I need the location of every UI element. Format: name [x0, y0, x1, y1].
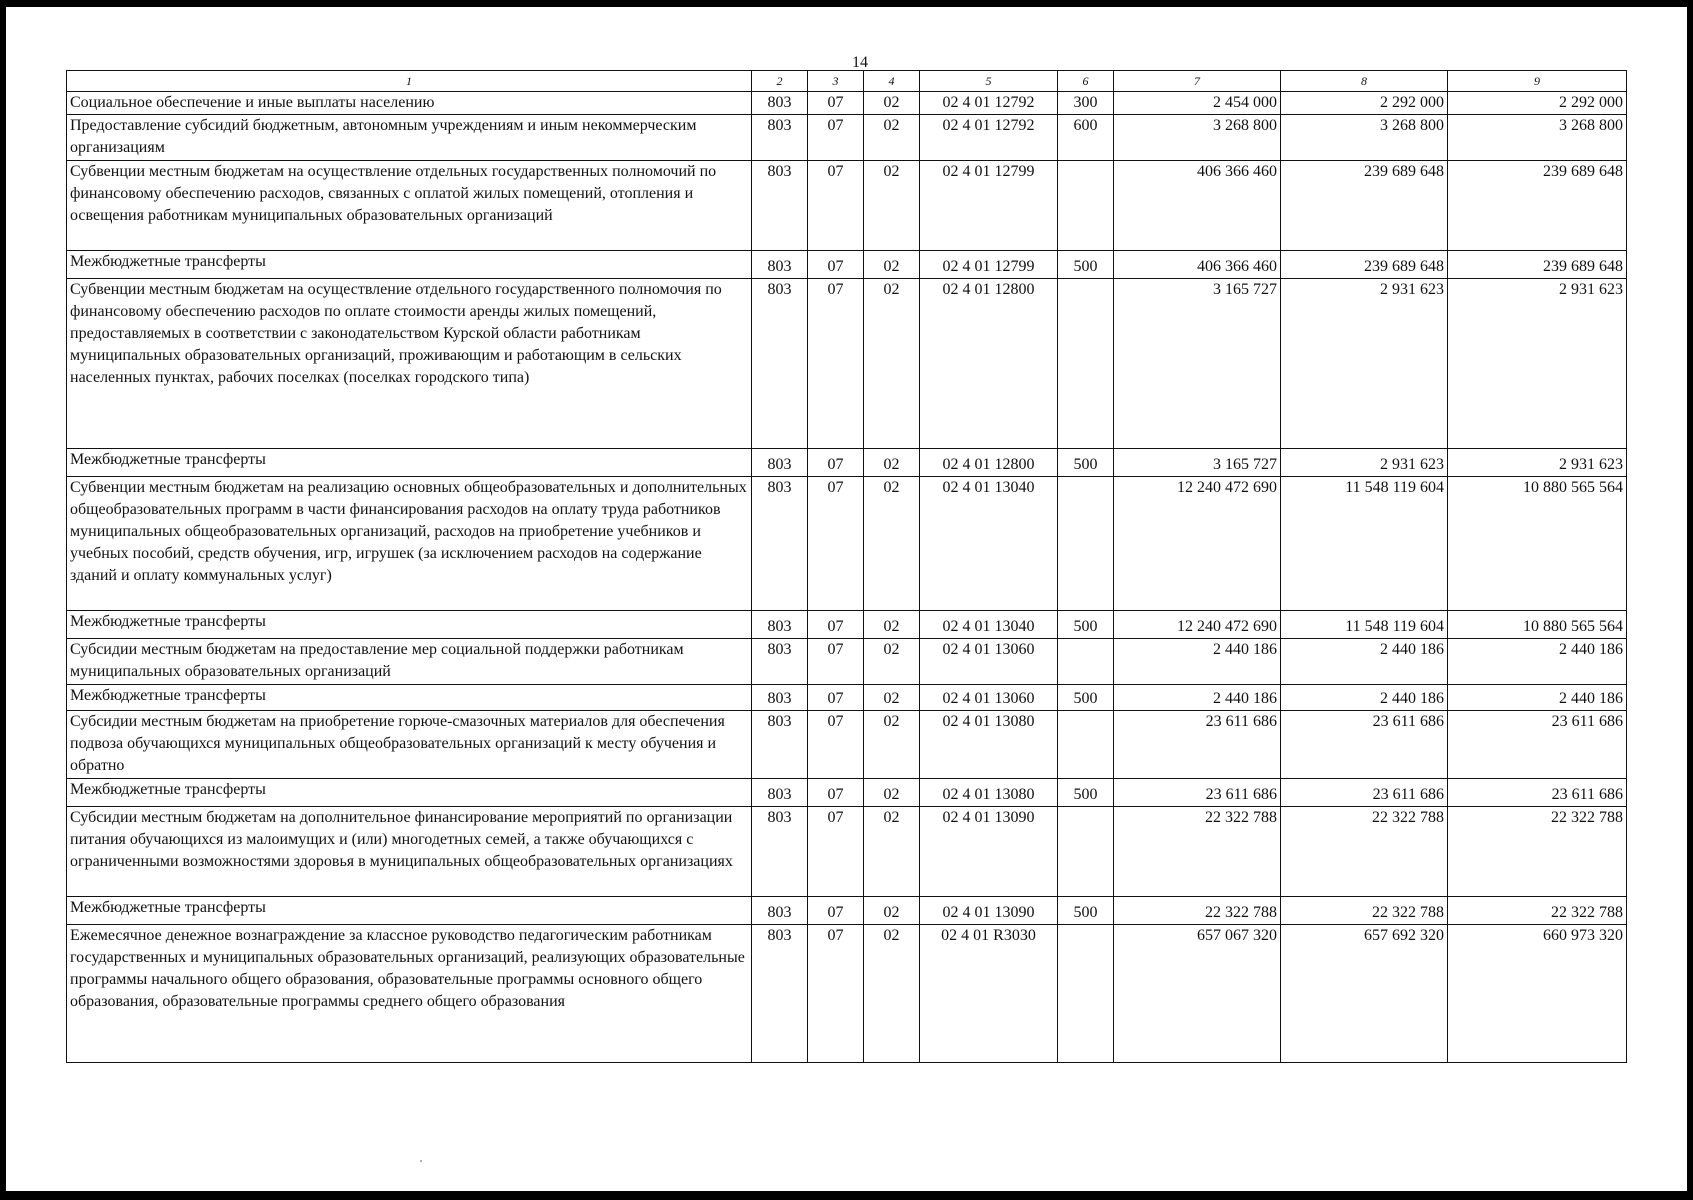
cell-amount-year2: 2 440 186: [1281, 639, 1448, 685]
row-description: Межбюджетные трансферты: [67, 449, 752, 477]
row-description: Социальное обеспечение и иные выплаты населению: [67, 92, 752, 115]
page-number: 14: [852, 54, 868, 71]
row-description: Субвенции местным бюджетам на реализацию основных общеобразовательных и дополнительных общеобразовательных программ в части финансирования расходов на оплату труда работников муниципальных общеобразовательных организаций, расходов на приобретение учебников и учебных пособий, средств обучения, игр, игрушек (за исключением расходов на содержание зданий и оплату коммунальных услуг): [67, 477, 752, 611]
cell-section: 07: [808, 477, 864, 611]
cell-amount-year3: 23 611 686: [1448, 779, 1627, 807]
cell-amount-year3: 660 973 320: [1448, 925, 1627, 1063]
cell-target-article: 02 4 01 12792: [920, 92, 1058, 115]
cell-amount-year1: 3 268 800: [1114, 115, 1281, 161]
cell-target-article: 02 4 01 13060: [920, 685, 1058, 711]
cell-amount-year1: 2 440 186: [1114, 685, 1281, 711]
cell-section: 07: [808, 115, 864, 161]
column-header-3: 3: [808, 71, 864, 92]
cell-amount-year2: 22 322 788: [1281, 897, 1448, 925]
cell-subsection: 02: [864, 807, 920, 897]
cell-amount-year1: 2 440 186: [1114, 639, 1281, 685]
table-row: [67, 611, 1627, 639]
cell-amount-year3: 2 292 000: [1448, 92, 1627, 115]
table-row: [67, 685, 1627, 711]
cell-amount-year3: 3 268 800: [1448, 115, 1627, 161]
cell-expense-type: 500: [1058, 611, 1114, 639]
table-row: [67, 92, 1627, 115]
row-description: Субвенции местным бюджетам на осуществление отдельного государственного полномочия по финансовому обеспечению расходов по оплате стоимости аренды жилых помещений, предоставляемых в соответствии с законодательством Курской области работникам муниципальных образовательных организаций, проживающим и работающим в сельских населенных пунктах, рабочих поселках (поселках городского типа): [67, 279, 752, 449]
cell-section: 07: [808, 279, 864, 449]
cell-target-article: 02 4 01 12800: [920, 449, 1058, 477]
cell-amount-year3: 2 440 186: [1448, 685, 1627, 711]
cell-admin-code: 803: [752, 925, 808, 1063]
cell-amount-year2: 2 292 000: [1281, 92, 1448, 115]
cell-amount-year1: 2 454 000: [1114, 92, 1281, 115]
row-description: Межбюджетные трансферты: [67, 897, 752, 925]
column-header-2: 2: [752, 71, 808, 92]
table-row: [67, 279, 1627, 449]
column-number-row: [67, 71, 1627, 92]
cell-expense-type: [1058, 639, 1114, 685]
cell-target-article: 02 4 01 13040: [920, 611, 1058, 639]
cell-target-article: 02 4 01 R3030: [920, 925, 1058, 1063]
cell-amount-year2: 23 611 686: [1281, 711, 1448, 779]
column-header-6: 6: [1058, 71, 1114, 92]
column-header-5: 5: [920, 71, 1058, 92]
cell-admin-code: 803: [752, 477, 808, 611]
row-description: Предоставление субсидий бюджетным, автономным учреждениям и иным некоммерческим организациям: [67, 115, 752, 161]
cell-expense-type: 500: [1058, 251, 1114, 279]
cell-amount-year2: 3 268 800: [1281, 115, 1448, 161]
cell-admin-code: 803: [752, 449, 808, 477]
row-description: Субвенции местным бюджетам на осуществление отдельных государственных полномочий по финансовому обеспечению расходов, связанных с оплатой жилых помещений, отопления и освещения работникам муниципальных образовательных организаций: [67, 161, 752, 251]
cell-amount-year3: 22 322 788: [1448, 897, 1627, 925]
cell-admin-code: 803: [752, 711, 808, 779]
cell-expense-type: 500: [1058, 449, 1114, 477]
cell-admin-code: 803: [752, 639, 808, 685]
cell-section: 07: [808, 92, 864, 115]
table-row: [67, 251, 1627, 279]
cell-amount-year3: 10 880 565 564: [1448, 477, 1627, 611]
cell-subsection: 02: [864, 251, 920, 279]
cell-amount-year1: 23 611 686: [1114, 779, 1281, 807]
column-header-4: 4: [864, 71, 920, 92]
row-description: Межбюджетные трансферты: [67, 611, 752, 639]
row-description: Межбюджетные трансферты: [67, 779, 752, 807]
cell-target-article: 02 4 01 12799: [920, 251, 1058, 279]
budget-table: [66, 70, 1627, 1063]
cell-amount-year2: 2 440 186: [1281, 685, 1448, 711]
cell-expense-type: 500: [1058, 779, 1114, 807]
cell-admin-code: 803: [752, 251, 808, 279]
cell-admin-code: 803: [752, 92, 808, 115]
cell-section: 07: [808, 639, 864, 685]
table-row: [67, 161, 1627, 251]
table-row: [67, 449, 1627, 477]
cell-amount-year1: 22 322 788: [1114, 807, 1281, 897]
column-header-9: 9: [1448, 71, 1627, 92]
cell-expense-type: 600: [1058, 115, 1114, 161]
cell-expense-type: 500: [1058, 685, 1114, 711]
cell-subsection: 02: [864, 611, 920, 639]
cell-target-article: 02 4 01 13060: [920, 639, 1058, 685]
cell-amount-year1: 23 611 686: [1114, 711, 1281, 779]
cell-target-article: 02 4 01 12792: [920, 115, 1058, 161]
cell-amount-year2: 239 689 648: [1281, 161, 1448, 251]
cell-subsection: 02: [864, 897, 920, 925]
cell-subsection: 02: [864, 279, 920, 449]
cell-amount-year3: 2 440 186: [1448, 639, 1627, 685]
cell-expense-type: [1058, 161, 1114, 251]
row-description: Межбюджетные трансферты: [67, 685, 752, 711]
cell-admin-code: 803: [752, 611, 808, 639]
cell-section: 07: [808, 897, 864, 925]
cell-subsection: 02: [864, 115, 920, 161]
cell-amount-year2: 2 931 623: [1281, 279, 1448, 449]
cell-amount-year3: 239 689 648: [1448, 161, 1627, 251]
cell-section: 07: [808, 779, 864, 807]
table-row: [67, 897, 1627, 925]
cell-section: 07: [808, 611, 864, 639]
cell-section: 07: [808, 711, 864, 779]
cell-amount-year2: 23 611 686: [1281, 779, 1448, 807]
table-row: [67, 639, 1627, 685]
table-row: [67, 711, 1627, 779]
cell-admin-code: 803: [752, 779, 808, 807]
column-header-1: 1: [67, 71, 752, 92]
cell-subsection: 02: [864, 925, 920, 1063]
cell-amount-year2: 11 548 119 604: [1281, 611, 1448, 639]
cell-subsection: 02: [864, 639, 920, 685]
cell-subsection: 02: [864, 477, 920, 611]
column-header-7: 7: [1114, 71, 1281, 92]
cell-target-article: 02 4 01 13040: [920, 477, 1058, 611]
cell-target-article: 02 4 01 13090: [920, 807, 1058, 897]
cell-section: 07: [808, 251, 864, 279]
cell-target-article: 02 4 01 13080: [920, 779, 1058, 807]
table-row: [67, 925, 1627, 1063]
cell-amount-year2: 22 322 788: [1281, 807, 1448, 897]
cell-amount-year2: 2 931 623: [1281, 449, 1448, 477]
cell-section: 07: [808, 161, 864, 251]
cell-amount-year1: 3 165 727: [1114, 449, 1281, 477]
cell-amount-year1: 12 240 472 690: [1114, 611, 1281, 639]
cell-expense-type: [1058, 807, 1114, 897]
row-description: Субсидии местным бюджетам на дополнительное финансирование мероприятий по организации питания обучающихся из малоимущих и (или) многодетных семей, а также обучающихся с ограниченными возможностями здоровья в муниципальных общеобразовательных организациях: [67, 807, 752, 897]
table-row: [67, 477, 1627, 611]
cell-target-article: 02 4 01 12800: [920, 279, 1058, 449]
cell-amount-year1: 406 366 460: [1114, 161, 1281, 251]
cell-target-article: 02 4 01 12799: [920, 161, 1058, 251]
cell-admin-code: 803: [752, 807, 808, 897]
cell-section: 07: [808, 449, 864, 477]
cell-amount-year3: 23 611 686: [1448, 711, 1627, 779]
cell-amount-year3: 22 322 788: [1448, 807, 1627, 897]
cell-expense-type: 500: [1058, 897, 1114, 925]
cell-expense-type: 300: [1058, 92, 1114, 115]
cell-expense-type: [1058, 711, 1114, 779]
cell-section: 07: [808, 807, 864, 897]
table-row: [67, 115, 1627, 161]
cell-amount-year1: 406 366 460: [1114, 251, 1281, 279]
cell-admin-code: 803: [752, 161, 808, 251]
row-description: Ежемесячное денежное вознаграждение за классное руководство педагогическим работникам государственных и муниципальных образовательных организаций, реализующих образовательные программы начального общего образования, образовательные программы основного общего образования, образовательные программы среднего общего образования: [67, 925, 752, 1063]
cell-subsection: 02: [864, 161, 920, 251]
cell-expense-type: [1058, 279, 1114, 449]
cell-amount-year1: 3 165 727: [1114, 279, 1281, 449]
cell-subsection: 02: [864, 711, 920, 779]
cell-admin-code: 803: [752, 115, 808, 161]
cell-target-article: 02 4 01 13080: [920, 711, 1058, 779]
cell-admin-code: 803: [752, 897, 808, 925]
cell-subsection: 02: [864, 449, 920, 477]
cell-subsection: 02: [864, 779, 920, 807]
row-description: Субсидии местным бюджетам на предоставление мер социальной поддержки работникам муниципальных образовательных организаций: [67, 639, 752, 685]
cell-subsection: 02: [864, 685, 920, 711]
column-header-8: 8: [1281, 71, 1448, 92]
table-row: [67, 807, 1627, 897]
cell-amount-year2: 239 689 648: [1281, 251, 1448, 279]
scan-speck: [420, 1160, 422, 1162]
cell-section: 07: [808, 685, 864, 711]
cell-amount-year3: 2 931 623: [1448, 449, 1627, 477]
cell-admin-code: 803: [752, 279, 808, 449]
cell-expense-type: [1058, 925, 1114, 1063]
table-row: [67, 779, 1627, 807]
row-description: Межбюджетные трансферты: [67, 251, 752, 279]
cell-expense-type: [1058, 477, 1114, 611]
cell-section: 07: [808, 925, 864, 1063]
cell-admin-code: 803: [752, 685, 808, 711]
cell-amount-year3: 10 880 565 564: [1448, 611, 1627, 639]
cell-amount-year1: 22 322 788: [1114, 897, 1281, 925]
cell-subsection: 02: [864, 92, 920, 115]
cell-amount-year1: 657 067 320: [1114, 925, 1281, 1063]
cell-amount-year3: 239 689 648: [1448, 251, 1627, 279]
cell-amount-year1: 12 240 472 690: [1114, 477, 1281, 611]
cell-amount-year2: 657 692 320: [1281, 925, 1448, 1063]
row-description: Субсидии местным бюджетам на приобретение горюче-смазочных материалов для обеспечения подвоза обучающихся муниципальных общеобразовательных организаций к месту обучения и обратно: [67, 711, 752, 779]
cell-amount-year2: 11 548 119 604: [1281, 477, 1448, 611]
cell-amount-year3: 2 931 623: [1448, 279, 1627, 449]
cell-target-article: 02 4 01 13090: [920, 897, 1058, 925]
